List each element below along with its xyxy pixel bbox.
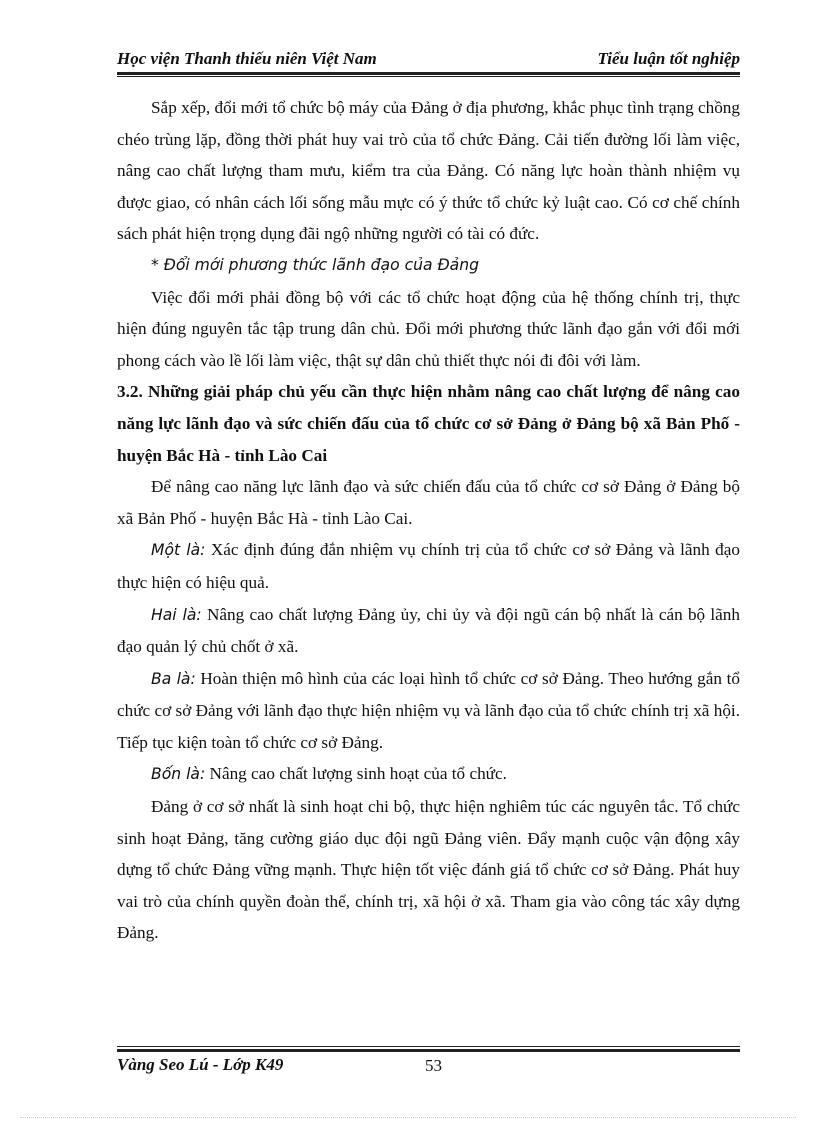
paragraph-item-1 bbox=[117, 534, 740, 598]
item-label: Một là: bbox=[151, 541, 206, 560]
header-rule-thick bbox=[117, 72, 740, 75]
item-text: Hoàn thiện mô hình của các loại hình tổ chức cơ sở Đảng. Theo hướng gắn tổ chức cơ sở Đảng với lãnh đạo thực hiện nhiệm vụ và lãnh đạo của tổ chức chính trị xã hội. Tiếp tục kiện toàn tổ chức cơ sở Đảng. bbox=[117, 668, 740, 752]
paragraph-item-3 bbox=[117, 663, 740, 759]
paragraph: Sắp xếp, đổi mới tổ chức bộ máy của Đảng ở địa phương, khắc phục tình trạng chồng chéo trùng lặp, đồng thời phát huy vai trò của tổ chức Đảng. Cải tiến đường lối làm việc, nâng cao chất lượng tham mưu, kiểm tra của Đảng. Có năng lực hoàn thành nhiệm vụ được giao, có nhân cách lối sống mẫu mực có ý thức tổ chức kỷ luật cao. Có cơ chế chính sách phát hiện trọng dụng đãi ngộ những người có tài có đức. bbox=[117, 98, 740, 244]
item-text: Nâng cao chất lượng sinh hoạt của tổ chức. bbox=[205, 764, 507, 784]
page-header bbox=[117, 47, 740, 71]
page-number: 53 bbox=[425, 1056, 442, 1075]
document-body bbox=[117, 92, 740, 949]
item-label: Hai là: bbox=[151, 605, 202, 624]
header-institution: Học viện Thanh thiếu niên Việt Nam bbox=[117, 49, 377, 68]
paragraph-item-4 bbox=[117, 758, 740, 791]
paragraph: Việc đổi mới phải đồng bộ với các tổ chức hoạt động của hệ thống chính trị, thực hiện đúng nguyên tắc tập trung dân chủ. Đổi mới phương thức lãnh đạo gắn với đổi mới phong cách vào lề lối làm việc, thật sự dân chủ thiết thực nói đi đôi với làm. bbox=[117, 287, 740, 370]
item-label: Ba là: bbox=[151, 669, 196, 688]
page-footer bbox=[117, 1053, 740, 1079]
subheading-italic: * Đổi mới phương thức lãnh đạo của Đảng bbox=[151, 255, 479, 274]
header-rule-thin bbox=[117, 76, 740, 77]
footer-author: Vàng Seo Lú - Lớp K49 bbox=[117, 1055, 284, 1074]
item-label: Bốn là: bbox=[151, 765, 206, 784]
item-text: Nâng cao chất lượng Đảng ủy, chi ủy và đội ngũ cán bộ nhất là cán bộ lãnh đạo quản lý chủ chốt ở xã. bbox=[117, 604, 740, 657]
section-heading: 3.2. Những giải pháp chủ yếu cần thực hiện nhằm nâng cao chất lượng để nâng cao năng lực lãnh đạo và sức chiến đấu của tổ chức cơ sở Đảng ở Đảng bộ xã Bản Phố - huyện Bắc Hà - tỉnh Lào Cai bbox=[117, 382, 740, 465]
footer-rule-thick bbox=[117, 1049, 740, 1052]
paragraph-item-2 bbox=[117, 599, 740, 663]
paragraph: Đảng ở cơ sở nhất là sinh hoạt chi bộ, thực hiện nghiêm túc các nguyên tắc. Tổ chức sinh hoạt Đảng, tăng cường giáo dục đội ngũ Đảng viên. Đẩy mạnh cuộc vận động xây dựng tổ chức Đảng vững mạnh. Thực hiện tốt việc đánh giá tổ chức cơ sở Đảng. Phát huy vai trò của chính quyền đoàn thể, chính trị, xã hội ở xã. Tham gia vào công tác xây dựng Đảng. bbox=[117, 797, 740, 943]
footer-rule-thin bbox=[117, 1046, 740, 1047]
header-document-type: Tiểu luận tốt nghiệp bbox=[597, 49, 740, 68]
page-edge-divider bbox=[20, 1117, 796, 1118]
paragraph: Để nâng cao năng lực lãnh đạo và sức chiến đấu của tổ chức cơ sở Đảng ở Đảng bộ xã Bản Phố - huyện Bắc Hà - tỉnh Lào Cai. bbox=[117, 477, 740, 528]
item-text: Xác định đúng đắn nhiệm vụ chính trị của tổ chức cơ sở Đảng và lãnh đạo thực hiện có hiệu quả. bbox=[117, 540, 740, 592]
